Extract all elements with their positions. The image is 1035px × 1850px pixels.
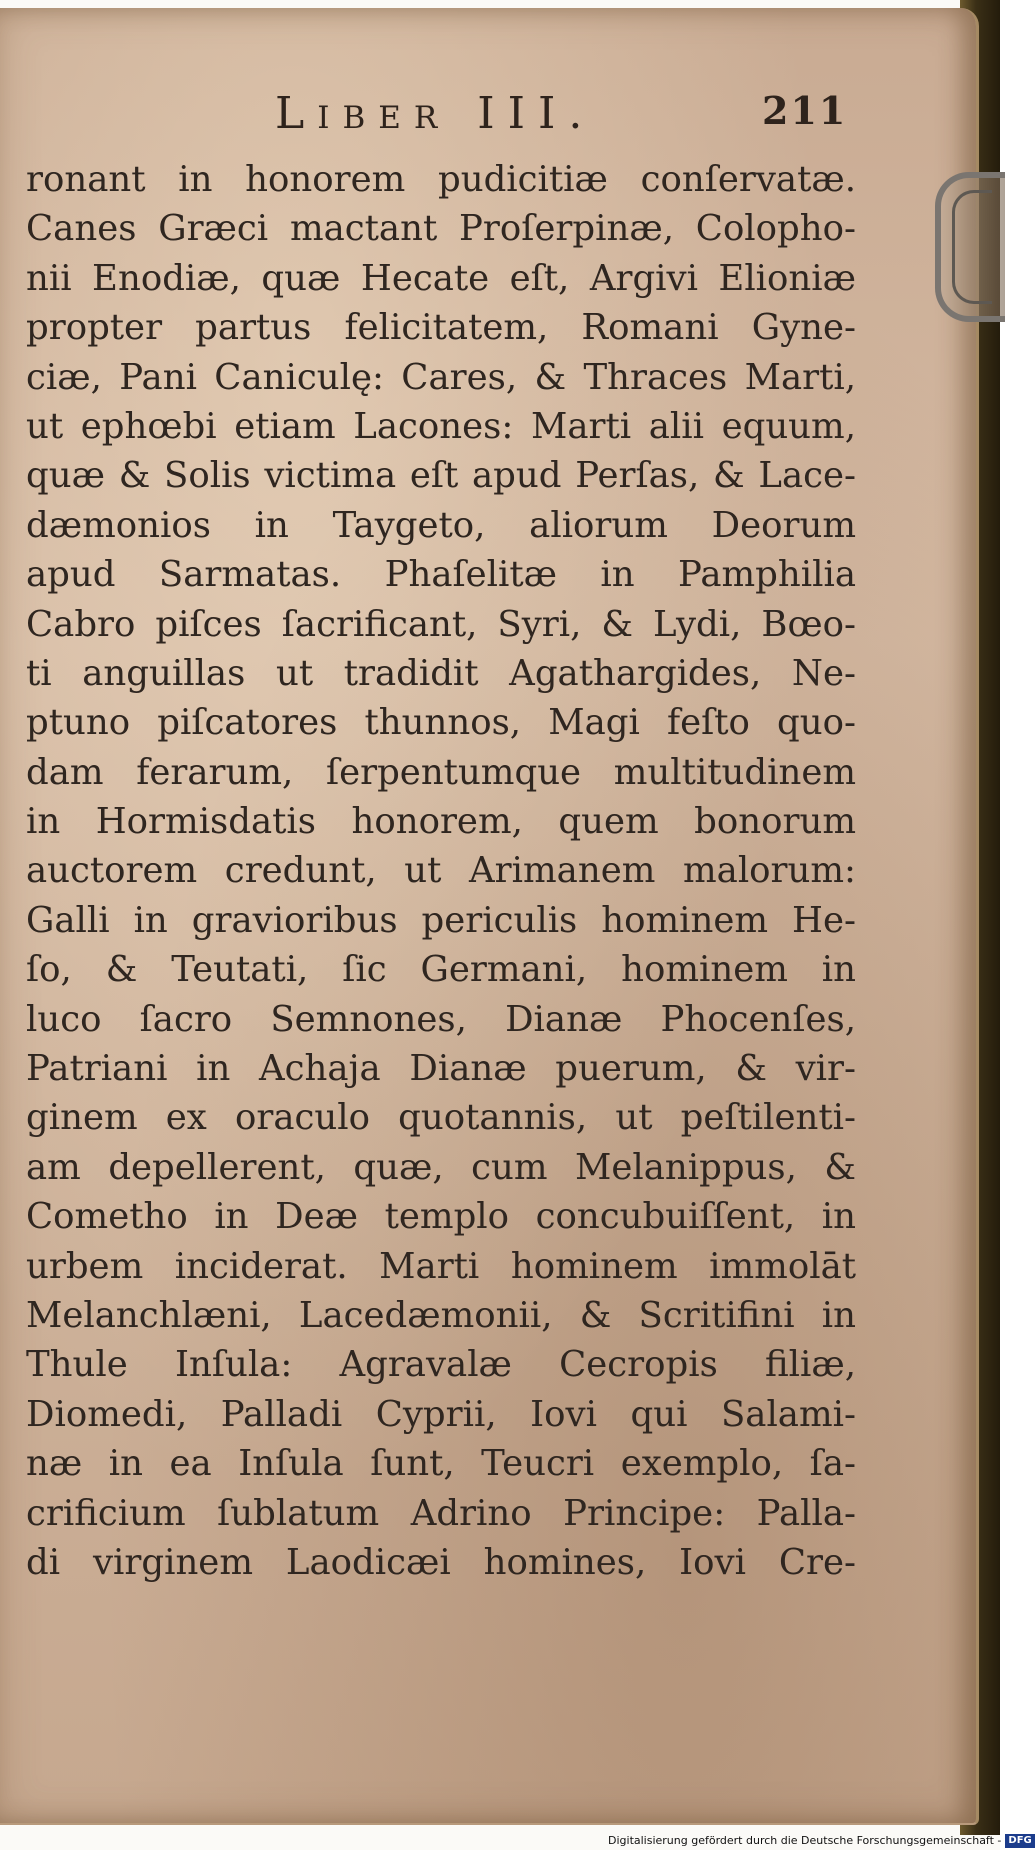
running-title: Liber III. bbox=[275, 88, 596, 139]
text-line: di virginem Laodicæi homines, Iovi Cre- bbox=[26, 1541, 856, 1583]
text-line: Galli in gravioribus periculis hominem He- bbox=[26, 899, 856, 941]
text-line: dam ferarum, ſerpentumque multitudinem bbox=[26, 751, 856, 793]
text-line: propter partus felicitatem, Romani Gyne- bbox=[26, 307, 856, 349]
text-line: Melanchlæni, Lacedæmonii, & Scritifini in bbox=[26, 1294, 856, 1336]
text-line: auctorem credunt, ut Arimanem malorum: bbox=[26, 850, 856, 892]
text-line: Canes Græci mactant Proſerpinæ, Colopho- bbox=[26, 208, 856, 250]
text-line: luco ſacro Semnones, Dianæ Phocenſes, bbox=[26, 998, 856, 1040]
body-text bbox=[26, 155, 856, 1587]
text-line: ut ephœbi etiam Lacones: Marti alii equum, bbox=[26, 405, 856, 447]
text-line: ſo, & Teutati, ſic Germani, hominem in bbox=[26, 949, 856, 991]
text-line: Thule Inſula: Agravalæ Cecropis filiæ, bbox=[26, 1344, 856, 1386]
text-line: ptuno piſcatores thunnos, Magi feſto quo- bbox=[26, 702, 856, 744]
book-page bbox=[0, 8, 979, 1825]
text-line: quæ & Solis victima eſt apud Perſas, & Lace- bbox=[26, 455, 856, 497]
text-line: in Hormisdatis honorem, quem bonorum bbox=[26, 801, 856, 843]
text-line: urbem inciderat. Marti hominem immolāt bbox=[26, 1245, 856, 1287]
text-line: nii Enodiæ, quæ Hecate eſt, Argivi Elioniæ bbox=[26, 257, 856, 299]
text-line: ronant in honorem pudicitiæ conſervatæ. bbox=[26, 159, 856, 200]
dfg-logo: DFG bbox=[1005, 1834, 1034, 1848]
text-line: ginem ex oraculo quotannis, ut peſtilenti- bbox=[26, 1097, 856, 1139]
running-head bbox=[0, 88, 976, 148]
credit-text: Digitalisierung gefördert durch die Deutsche Forschungsgemeinschaft - bbox=[608, 1834, 1002, 1847]
text-line: ciæ, Pani Caniculę: Cares, & Thraces Marti, bbox=[26, 356, 856, 398]
text-line: Diomedi, Palladi Cyprii, Iovi qui Salami- bbox=[26, 1393, 856, 1435]
text-line: Patriani in Achaja Dianæ puerum, & vir- bbox=[26, 1048, 856, 1090]
metal-clasp-inner bbox=[952, 190, 992, 304]
text-line: Cabro piſces ſacrificant, Syri, & Lydi, Bœo- bbox=[26, 603, 856, 645]
page-number: 211 bbox=[762, 88, 848, 133]
text-line: næ in ea Inſula ſunt, Teucri exemplo, ſa- bbox=[26, 1443, 856, 1485]
text-line: apud Sarmatas. Phaſelitæ in Pamphilia bbox=[26, 554, 856, 596]
text-line: ti anguillas ut tradidit Agathargides, Ne- bbox=[26, 652, 856, 694]
text-line: am depellerent, quæ, cum Melanippus, & bbox=[26, 1146, 856, 1188]
text-line: crificium ſublatum Adrino Principe: Palla- bbox=[26, 1492, 856, 1534]
digitization-credit bbox=[608, 1831, 1032, 1850]
text-line: Cometho in Deæ templo concubuiſſent, in bbox=[26, 1196, 856, 1238]
text-line: dæmonios in Taygeto, aliorum Deorum bbox=[26, 504, 856, 546]
